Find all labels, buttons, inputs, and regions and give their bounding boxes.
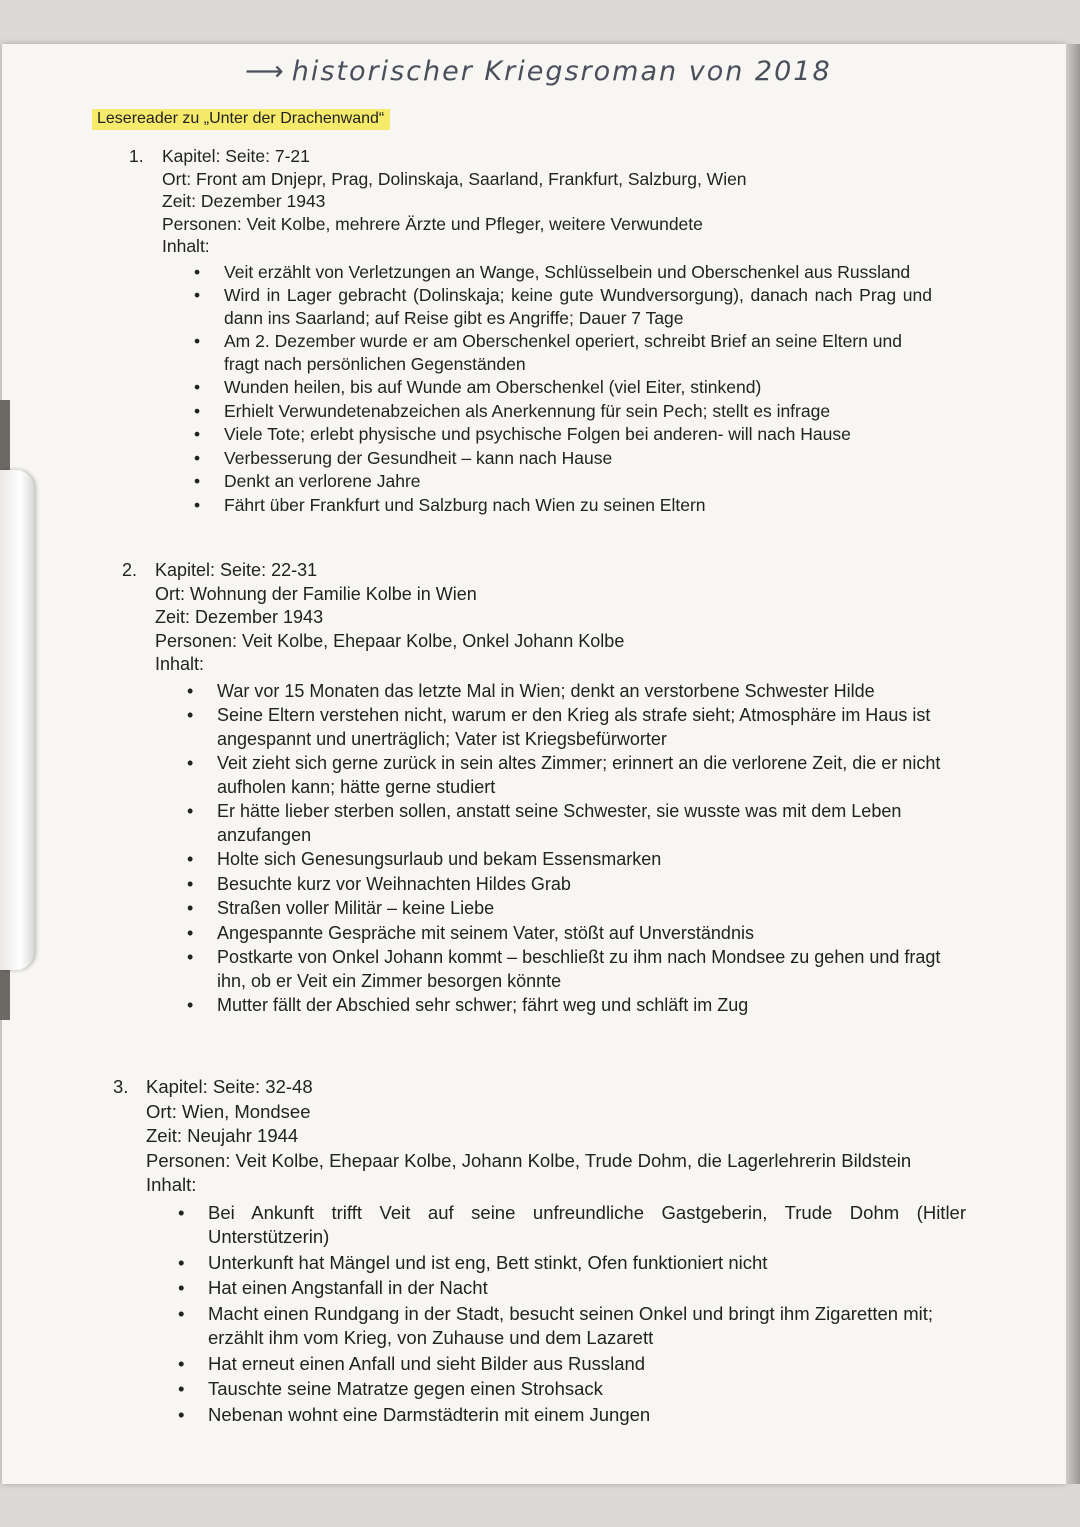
list-item: • Am 2. Dezember wurde er am Oberschenkel operiert, schreibt Brief an seine Eltern und fragt nach persönlichen Gegenständen: [162, 330, 932, 375]
list-item: • Macht einen Rundgang in der Stadt, besucht seinen Onkel und bringt ihm Zigaretten mit; erzählt ihm vom Krieg, von Zuhause und dem Lazarett: [146, 1302, 966, 1351]
list-item: • Er hätte lieber sterben sollen, anstatt seine Schwester, sie wusste was mit dem Leben anzufangen: [155, 800, 947, 847]
list-item: • Hat erneut einen Anfall und sieht Bilder aus Russland: [146, 1352, 966, 1377]
list-item: • Hat einen Angstanfall in der Nacht: [146, 1276, 966, 1301]
list-item: • Verbesserung der Gesundheit – kann nach Hause: [162, 447, 932, 470]
handwritten-note-text: historischer Kriegsroman von 2018: [291, 56, 832, 87]
chapter-heading: [129, 145, 932, 168]
list-item: • Bei Ankunft trifft Veit auf seine unfreundliche Gastgeberin, Trude Dohm (Hitler Unterstützerin): [146, 1201, 966, 1250]
list-item: • Erhielt Verwundetenabzeichen als Anerkennung für sein Pech; stellt es infrage: [162, 400, 932, 423]
chapter-personen: Personen: Veit Kolbe, Ehepaar Kolbe, Onkel Johann Kolbe: [155, 630, 625, 651]
list-item: • Wird in Lager gebracht (Dolinskaja; keine gute Wundversorgung), danach nach Prag und dann ins Saarland; auf Reise gibt es Angriffe; Dauer 7 Tage: [162, 284, 932, 329]
chapter-3: [113, 1075, 966, 1428]
chapter-heading-text: Kapitel: Seite: 22-31: [155, 560, 318, 580]
list-item: • Wunden heilen, bis auf Wunde am Oberschenkel (viel Eiter, stinkend): [162, 376, 932, 399]
chapter-number: 3.: [113, 1076, 129, 1097]
chapter-inhalt-label: Inhalt:: [162, 236, 210, 256]
list-item: • Mutter fällt der Abschied sehr schwer; fährt weg und schläft im Zug: [155, 994, 947, 1018]
arrow-icon: ⟶: [245, 56, 286, 87]
list-item: • Besuchte kurz vor Weihnachten Hildes Grab: [155, 873, 947, 897]
chapter-number: 1.: [129, 146, 144, 166]
chapter-heading: [122, 559, 947, 583]
list-item: • Nebenan wohnt eine Darmstädterin mit einem Jungen: [146, 1403, 966, 1428]
chapter-heading: [113, 1075, 966, 1100]
content-list: [155, 680, 947, 1018]
list-item: • War vor 15 Monaten das letzte Mal in Wien; denkt an verstorbene Schwester Hilde: [155, 680, 947, 704]
chapter-zeit: Zeit: Neujahr 1944: [146, 1125, 299, 1146]
list-item: • Veit erzählt von Verletzungen an Wange, Schlüsselbein und Oberschenkel aus Russland: [162, 261, 932, 284]
binder-edge: [1066, 44, 1080, 1484]
chapter-ort: Ort: Wohnung der Familie Kolbe in Wien: [155, 583, 477, 604]
chapter-2: [122, 559, 947, 1019]
chapter-heading-text: Kapitel: Seite: 7-21: [162, 146, 310, 166]
chapter-1: [129, 145, 932, 517]
chapter-inhalt-label: Inhalt:: [155, 654, 205, 674]
list-item: • Holte sich Genesungsurlaub und bekam Essensmarken: [155, 848, 947, 872]
list-item: • Angespannte Gespräche mit seinem Vater, stößt auf Unverständnis: [155, 922, 947, 946]
list-item: • Denkt an verlorene Jahre: [162, 470, 932, 493]
binder-clip: [0, 470, 34, 970]
list-item: • Straßen voller Militär – keine Liebe: [155, 897, 947, 921]
list-item: • Postkarte von Onkel Johann kommt – beschließt zu ihm nach Mondsee zu gehen und fragt ihn, ob er Veit ein Zimmer besorgen könnte: [155, 946, 947, 993]
chapter-inhalt-label: Inhalt:: [146, 1174, 197, 1195]
chapter-ort: Ort: Wien, Mondsee: [146, 1100, 311, 1122]
chapter-number: 2.: [122, 560, 138, 580]
chapter-personen: Personen: Veit Kolbe, Ehepaar Kolbe, Johann Kolbe, Trude Dohm, die Lagerlehrerin Bildstein: [146, 1149, 912, 1171]
handwritten-note: [245, 56, 832, 87]
content-list: [146, 1201, 966, 1428]
document-title: Lesereader zu „Unter der Drachenwand“: [92, 109, 390, 130]
list-item: • Tauschte seine Matratze gegen einen Strohsack: [146, 1377, 966, 1402]
list-item: • Unterkunft hat Mängel und ist eng, Bett stinkt, Ofen funktioniert nicht: [146, 1251, 966, 1276]
chapter-zeit: Zeit: Dezember 1943: [162, 191, 326, 211]
chapter-personen: Personen: Veit Kolbe, mehrere Ärzte und Pfleger, weitere Verwundete: [162, 213, 703, 234]
content-list: [162, 261, 932, 517]
chapter-ort: Ort: Front am Dnjepr, Prag, Dolinskaja, Saarland, Frankfurt, Salzburg, Wien: [162, 168, 747, 189]
chapter-zeit: Zeit: Dezember 1943: [155, 607, 324, 627]
list-item: • Seine Eltern verstehen nicht, warum er den Krieg als strafe sieht; Atmosphäre im Haus ist angespannt und unerträglich; Vater ist Kriegsbefürworter: [155, 704, 947, 751]
list-item: • Fährt über Frankfurt und Salzburg nach Wien zu seinen Eltern: [162, 494, 932, 517]
chapter-heading-text: Kapitel: Seite: 32-48: [146, 1076, 313, 1097]
list-item: • Veit zieht sich gerne zurück in sein altes Zimmer; erinnert an die verlorene Zeit, die er nicht aufholen kann; hätte gerne studiert: [155, 752, 947, 799]
list-item: • Viele Tote; erlebt physische und psychische Folgen bei anderen- will nach Hause: [162, 423, 932, 446]
